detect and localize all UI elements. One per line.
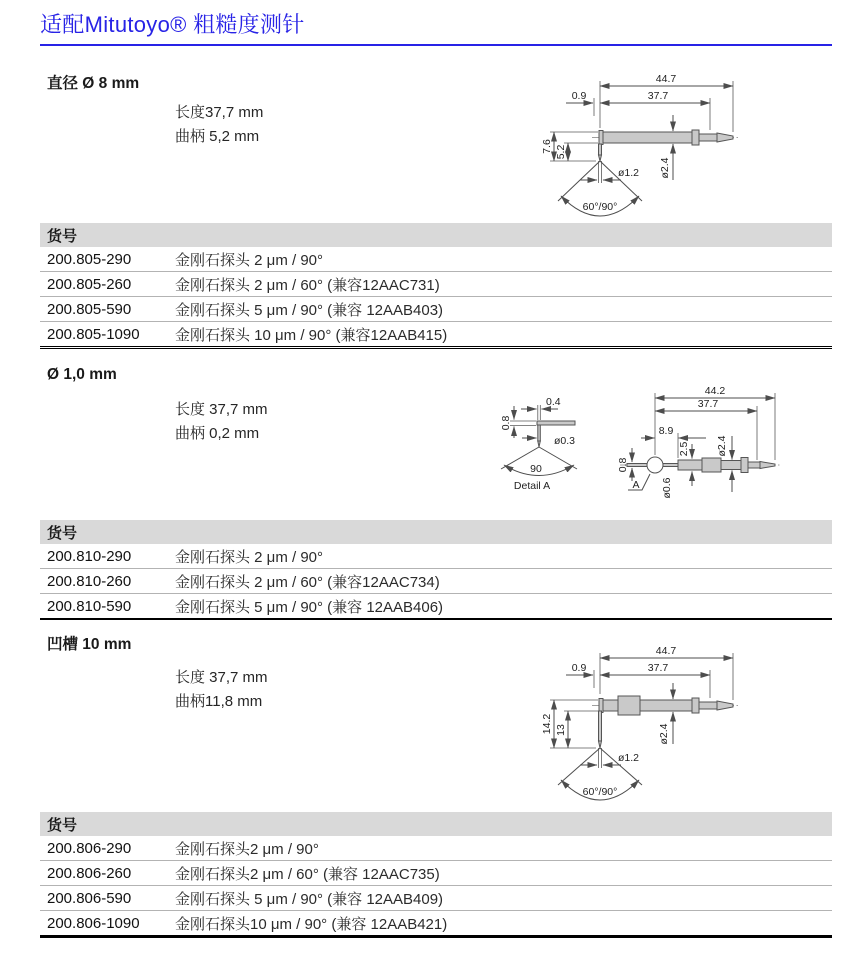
part-description: 金刚石探头 5 μm / 90° (兼容 12AAB409) <box>175 890 444 908</box>
shaft <box>721 461 741 470</box>
stylus-pin <box>599 711 602 741</box>
part-description: 金刚石探头10 μm / 90° (兼容 12AAB421) <box>175 915 448 933</box>
table-row <box>40 544 832 568</box>
part-description: 金刚石探头 2 μm / 60° (兼容12AAC734) <box>175 573 440 591</box>
stylus-end-cap <box>599 131 603 145</box>
dim-overall-label: 44.7 <box>655 645 677 657</box>
detail-bar <box>537 421 575 425</box>
stylus-shaft <box>603 700 692 711</box>
dim-shaft-dia-label: ø2.4 <box>658 723 670 745</box>
part-description: 金刚石探头 2 μm / 60° (兼容12AAC731) <box>175 276 440 294</box>
part-description: 金刚石探头2 μm / 60° (兼容 12AAC735) <box>175 865 440 883</box>
dim-detail-height-label: 0.8 <box>500 415 512 431</box>
stylus-neck <box>699 702 717 709</box>
section-specs-groove <box>175 666 268 714</box>
part-number: 200.805-1090 <box>47 325 140 343</box>
detail-caption: Detail A <box>513 480 551 492</box>
spec-crank: 曲柄 5,2 mm <box>175 128 260 145</box>
stylus-pin <box>599 144 602 155</box>
part-description: 金刚石探头 5 μm / 90° (兼容 12AAB403) <box>175 301 444 319</box>
title-rule <box>40 44 832 46</box>
spec-length: 长度 37,7 mm <box>175 401 268 418</box>
stylus-sleeve <box>618 696 640 715</box>
dim-detail-angle-label: 90 <box>530 463 542 475</box>
ball-tip <box>647 457 663 473</box>
table-row <box>40 885 832 910</box>
part-number: 200.810-260 <box>47 572 132 590</box>
dim-overall-label: 44.7 <box>655 73 677 85</box>
detail-pin <box>538 425 541 441</box>
section-heading-groove-10mm: 凹槽 10 mm <box>47 636 132 653</box>
part-number: 200.806-590 <box>47 889 132 907</box>
part-number: 200.810-590 <box>47 597 132 615</box>
table-row <box>40 296 832 321</box>
main-cylinder <box>702 458 721 472</box>
stylus-neck <box>699 134 717 141</box>
dim-rod-dia-label: 0.8 <box>617 457 629 473</box>
step-cylinder <box>678 460 702 470</box>
stylus-diagram-1mm <box>470 378 864 506</box>
stylus-end-cap <box>599 699 603 713</box>
part-number: 200.805-260 <box>47 275 132 293</box>
table-row <box>40 247 832 271</box>
section-heading-diameter-8mm: 直径 Ø 8 mm <box>47 75 140 92</box>
part-number: 200.805-290 <box>47 250 132 268</box>
rod-left <box>627 464 647 467</box>
section-specs-8mm <box>175 101 263 149</box>
stylus-diagram-8mm <box>520 68 855 222</box>
spec-crank: 曲柄11,8 mm <box>175 693 263 710</box>
spec-length: 长度 37,7 mm <box>175 669 268 686</box>
stylus-collar <box>692 698 699 713</box>
stylus-diagram-groove <box>520 640 855 813</box>
section-specs-1mm <box>175 398 268 446</box>
stylus-cone <box>717 133 733 142</box>
dim-shaft-dia-label: ø2.4 <box>716 435 728 457</box>
dim-angle-label: 60°/90° <box>582 201 618 213</box>
stylus-shaft <box>603 132 692 143</box>
collar <box>741 458 748 473</box>
table-row <box>40 568 832 593</box>
table-row <box>40 593 832 618</box>
dim-length-label: 37.7 <box>647 90 669 102</box>
table-header: 货号 <box>40 520 832 544</box>
dim-detail-tip-dia-label: ø0.3 <box>554 435 576 447</box>
dim-tip-dia-label: ø1.2 <box>618 167 640 179</box>
table-header: 货号 <box>40 812 832 836</box>
part-description: 金刚石探头2 μm / 90° <box>175 840 319 858</box>
dim-step-dia-label: 2.5 <box>678 441 690 457</box>
part-number: 200.806-1090 <box>47 914 140 932</box>
dim-offset-label: 0.9 <box>571 90 587 102</box>
dim-detail-width-label: 0.4 <box>546 396 561 408</box>
dim-angle-label: 60°/90° <box>582 786 618 798</box>
stylus-cone <box>717 701 733 710</box>
dim-shaft-dia-label: ø2.4 <box>659 157 671 179</box>
parts-table-1mm <box>40 520 832 620</box>
dim-offset-label: 8.9 <box>658 425 674 437</box>
stylus-pin-tip <box>599 155 602 161</box>
table-row <box>40 836 832 860</box>
dim-crank-label: 13 <box>555 724 567 736</box>
dim-length-label: 37.7 <box>697 398 719 410</box>
parts-table-groove <box>40 812 832 938</box>
stylus-collar <box>692 130 699 145</box>
part-description: 金刚石探头 10 μm / 90° (兼容12AAB415) <box>175 326 448 344</box>
part-number: 200.806-260 <box>47 864 132 882</box>
spec-length: 长度37,7 mm <box>175 104 264 121</box>
cone <box>760 462 775 469</box>
dim-overall-label: 44.2 <box>704 385 726 397</box>
ball-label: A <box>632 479 640 491</box>
dim-tip-dia-label: ø1.2 <box>618 752 640 764</box>
dim-height-label: 7.6 <box>541 139 553 154</box>
section-heading-1mm: Ø 1,0 mm <box>47 366 117 383</box>
page-title: 适配Mitutoyo® 粗糙度测针 <box>40 12 305 37</box>
part-number: 200.806-290 <box>47 839 132 857</box>
parts-table-8mm <box>40 223 832 349</box>
stylus-pin-tip <box>599 741 602 748</box>
table-row <box>40 860 832 885</box>
dim-ball-dia-label: ø0.6 <box>661 477 673 499</box>
part-description: 金刚石探头 2 μm / 90° <box>175 548 324 566</box>
dim-height-label: 14.2 <box>541 713 553 735</box>
table-row <box>40 271 832 296</box>
rod-right <box>663 464 678 467</box>
part-number: 200.810-290 <box>47 547 132 565</box>
neck <box>748 462 760 468</box>
part-number: 200.805-590 <box>47 300 132 318</box>
table-row <box>40 910 832 935</box>
part-description: 金刚石探头 5 μm / 90° (兼容 12AAB406) <box>175 598 444 616</box>
table-header: 货号 <box>40 223 832 247</box>
table-row <box>40 321 832 346</box>
spec-crank: 曲柄 0,2 mm <box>175 425 260 442</box>
dim-crank-label: 5.2 <box>555 144 567 160</box>
detail-pin-tip <box>538 441 541 447</box>
part-description: 金刚石探头 2 μm / 90° <box>175 251 324 269</box>
dim-length-label: 37.7 <box>647 662 669 674</box>
dim-offset-label: 0.9 <box>571 662 587 674</box>
